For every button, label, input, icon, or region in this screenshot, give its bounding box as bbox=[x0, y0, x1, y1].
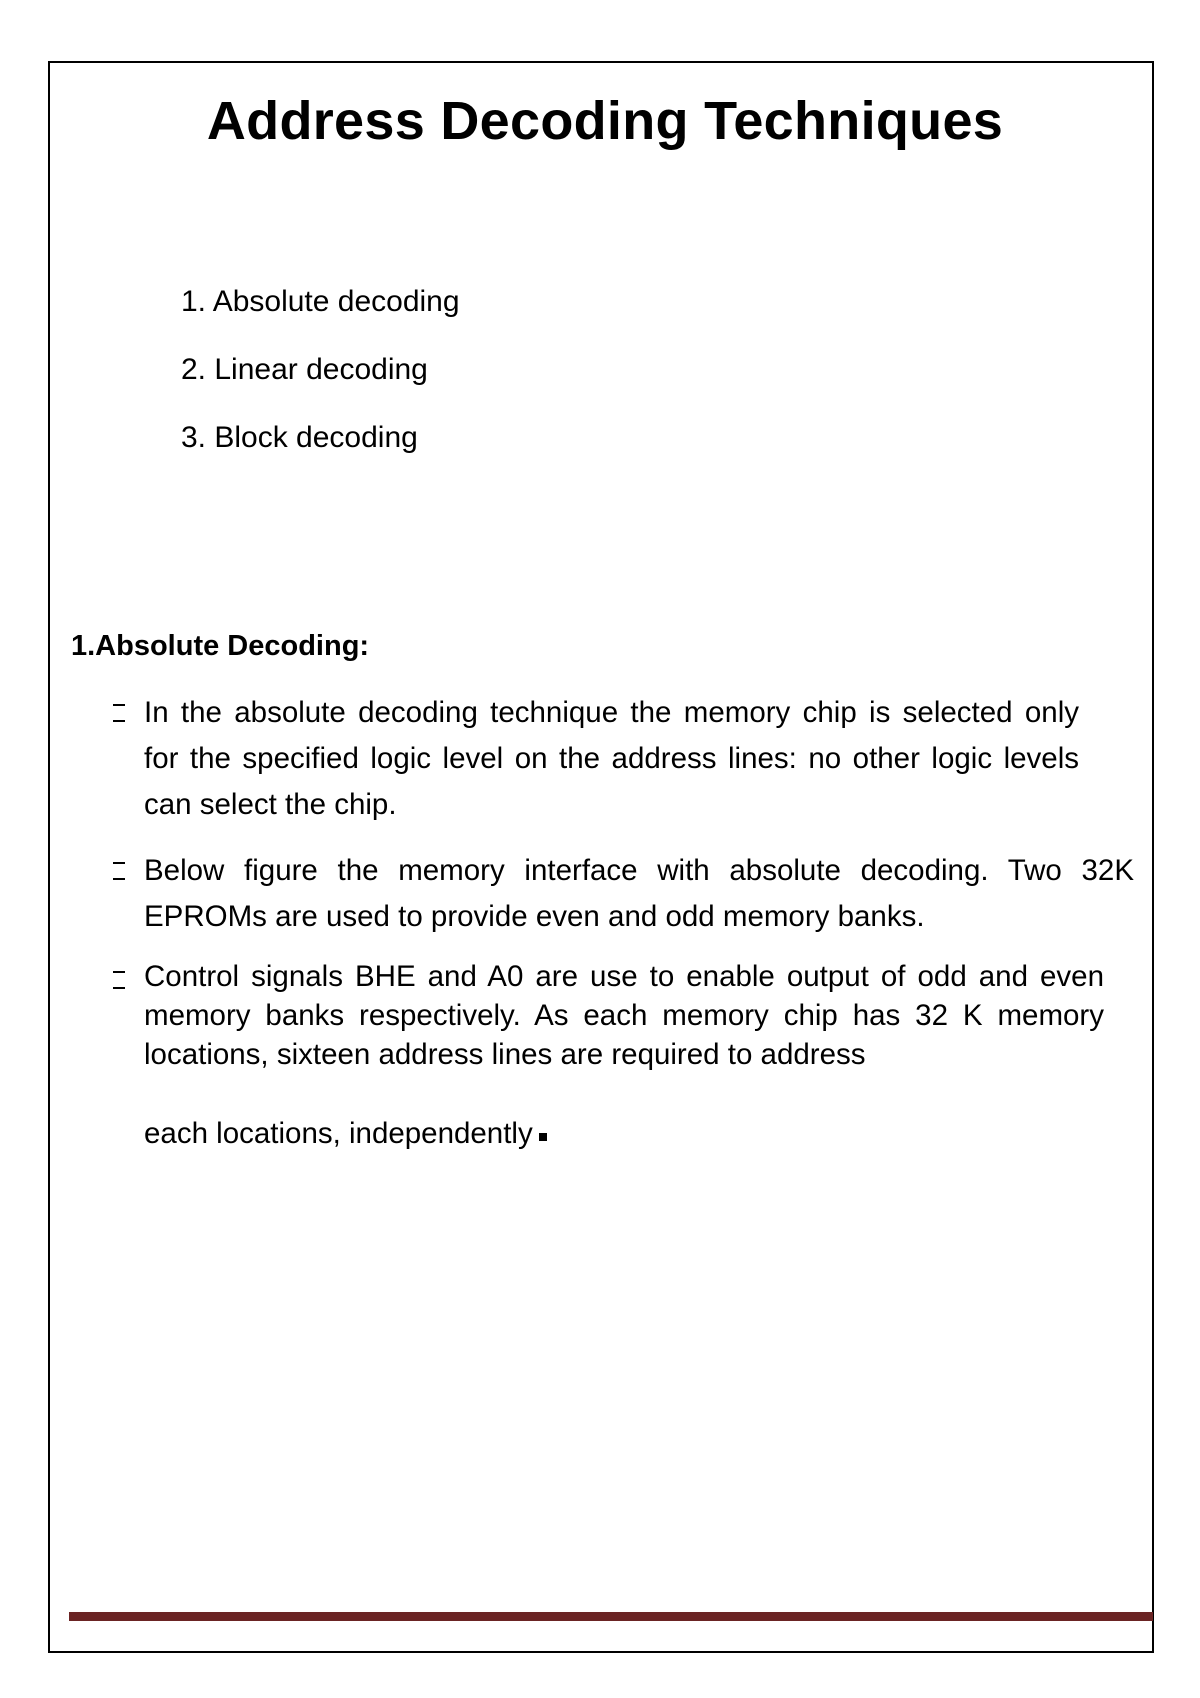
bullet-text: Below figure the memory interface with absolute decoding. Two 32K EPROMs are used to provide even and odd memory banks. bbox=[144, 854, 1134, 933]
last-line-text: each locations, independently bbox=[144, 1117, 533, 1150]
bullet-text: In the absolute decoding technique the memory chip is selected only for the specified logic level on the address lines: no other logic levels can select the chip. bbox=[144, 696, 1079, 821]
list-item-block-decoding: 3. Block decoding bbox=[181, 421, 418, 454]
page-title: Address Decoding Techniques bbox=[206, 91, 1004, 151]
bullet-text-continuation bbox=[144, 1114, 547, 1153]
bullet-text: Control signals BHE and A0 are use to enable output of odd and even memory banks respectively. As each memory chip has 32 K memory locations, sixteen address lines are required to address bbox=[144, 960, 1104, 1071]
list-item-linear-decoding: 2. Linear decoding bbox=[181, 353, 428, 386]
bullet-marker-icon bbox=[113, 704, 125, 722]
list-item-absolute-decoding: 1. Absolute decoding bbox=[181, 285, 460, 318]
section-heading: 1.Absolute Decoding: bbox=[71, 630, 370, 662]
bullet-marker-icon bbox=[113, 862, 125, 880]
footer-rule bbox=[69, 1612, 1153, 1621]
techniques-list bbox=[181, 282, 460, 486]
bullet-marker-icon bbox=[113, 971, 125, 989]
end-dot-icon bbox=[539, 1133, 547, 1141]
